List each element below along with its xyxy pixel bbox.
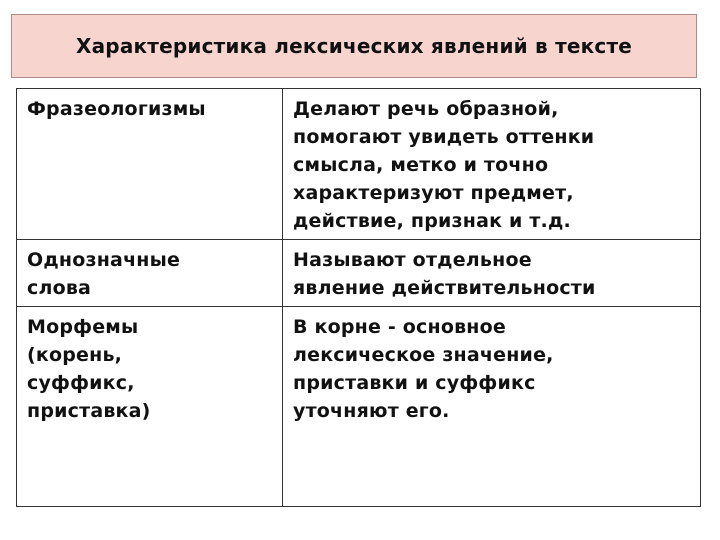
table-row (17, 307, 701, 507)
table-row (17, 240, 701, 307)
term-cell: Фразеологизмы (17, 89, 283, 240)
title-banner (11, 14, 697, 78)
term-cell: Морфемы (корень, суффикс, приставка) (17, 307, 283, 507)
description-cell: Делают речь образной, помогают увидеть оттенки смысла, метко и точно характеризуют предмет, действие, признак и т.д. (283, 89, 701, 240)
description-cell: Называют отдельное явление действительности (283, 240, 701, 307)
lexical-phenomena-table (16, 88, 701, 507)
term-cell: Однозначные слова (17, 240, 283, 307)
table-row (17, 89, 701, 240)
page-title: Характеристика лексических явлений в тексте (75, 34, 633, 58)
description-cell: В корне - основное лексическое значение, приставки и суффикс уточняют его. (283, 307, 701, 507)
